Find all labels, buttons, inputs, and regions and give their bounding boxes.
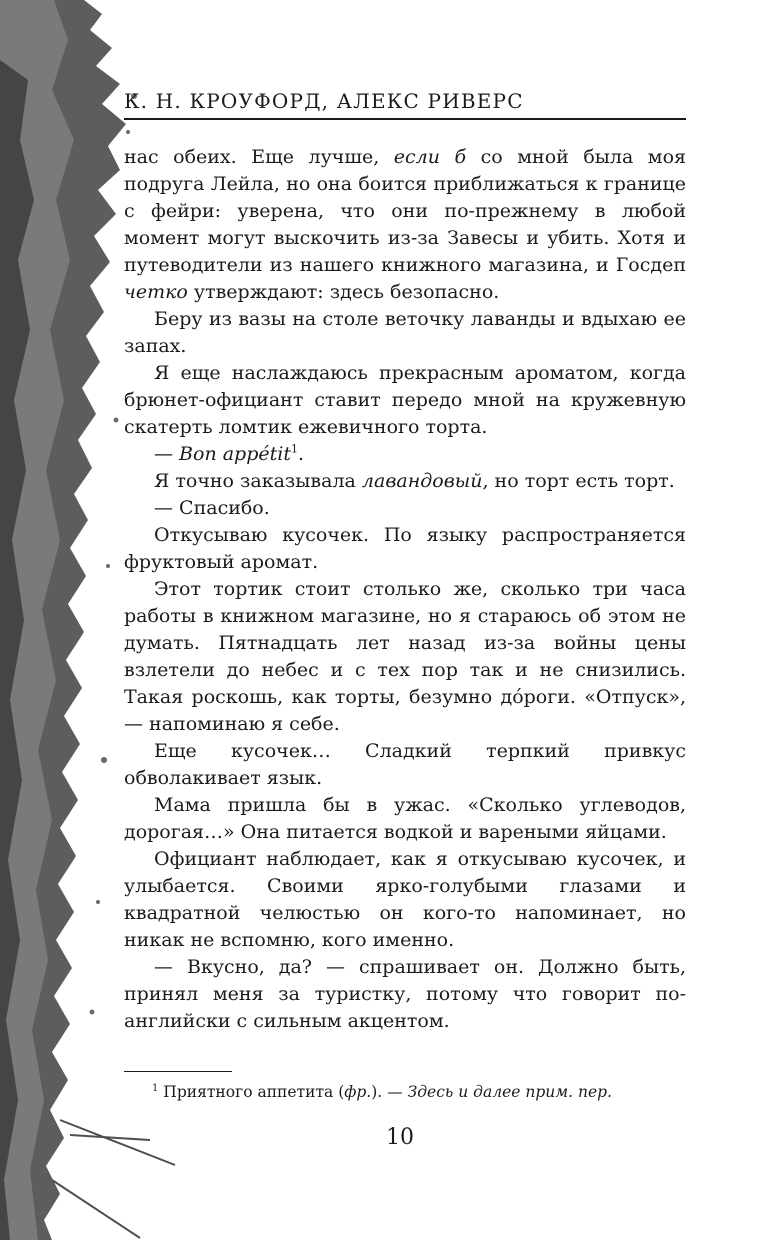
page-number: 10	[386, 1125, 414, 1150]
dialogue-line: — Bon appétit$^1$.	[154, 442, 305, 465]
paragraph: Мама пришла бы в ужас. «Сколько углеводов, дорогая…» Она питается водкой и вареными яйцами.	[124, 794, 686, 843]
footnote-marker: 1	[152, 1082, 159, 1094]
paragraph: Еще кусочек… Сладкий терпкий привкус обволакивает язык.	[124, 740, 686, 789]
dialogue-line: — Вкусно, да? — спрашивает он. Должно быть, принял меня за туристку, потому что говорит по-английски с сильным акцентом.	[124, 956, 686, 1032]
running-head: К. Н. КРОУФОРД, АЛЕКС РИВЕРС	[124, 88, 686, 120]
footnote-reference: 1	[290, 442, 298, 456]
paragraph: Я еще наслаждаюсь прекрасным ароматом, когда брюнет-официант ставит передо мной на кружевную скатерть ломтик ежевичного торта.	[124, 362, 686, 438]
paragraph: Беру из вазы на столе веточку лаванды и вдыхаю ее запах.	[124, 308, 686, 357]
footnote-divider	[124, 1071, 232, 1072]
paragraph: Официант наблюдает, как я откусываю кусочек, и улыбается. Своими ярко-голубыми глазами и квадратной челюстью он кого-то напоминает, но никак не вспомню, кого именно.	[124, 848, 686, 951]
dialogue-line: — Спасибо.	[154, 497, 270, 519]
main-text	[124, 144, 686, 1035]
paragraph: Этот тортик стоит столько же, сколько три часа работы в книжном магазине, но я стараюсь об этом не думать. Пятнадцать лет назад из-за войны цены взлетели до небес и с тех пор так и не снизились. Такая роскошь, как торты, безумно до́роги. «Отпуск», — напоминаю я себе.	[124, 578, 686, 735]
paragraph: Я точно заказывала лавандовый, но торт есть торт.	[154, 470, 675, 492]
footnote: $^1$ Приятного аппетита (фр.). — Здесь и далее прим. пер.	[152, 1082, 612, 1101]
paragraph: Откусываю кусочек. По языку распространяется фруктовый аромат.	[124, 524, 686, 573]
paragraph: нас обеих. Еще лучше, если б со мной была моя подруга Лейла, но она боится приближаться к границе с фейри: уверена, что они по-прежнему в любой момент могут выскочить из-за Завесы и убить. Хотя и путеводители из нашего книжного магазина, и Госдеп четко утверждают: здесь безопасно.	[124, 146, 687, 303]
